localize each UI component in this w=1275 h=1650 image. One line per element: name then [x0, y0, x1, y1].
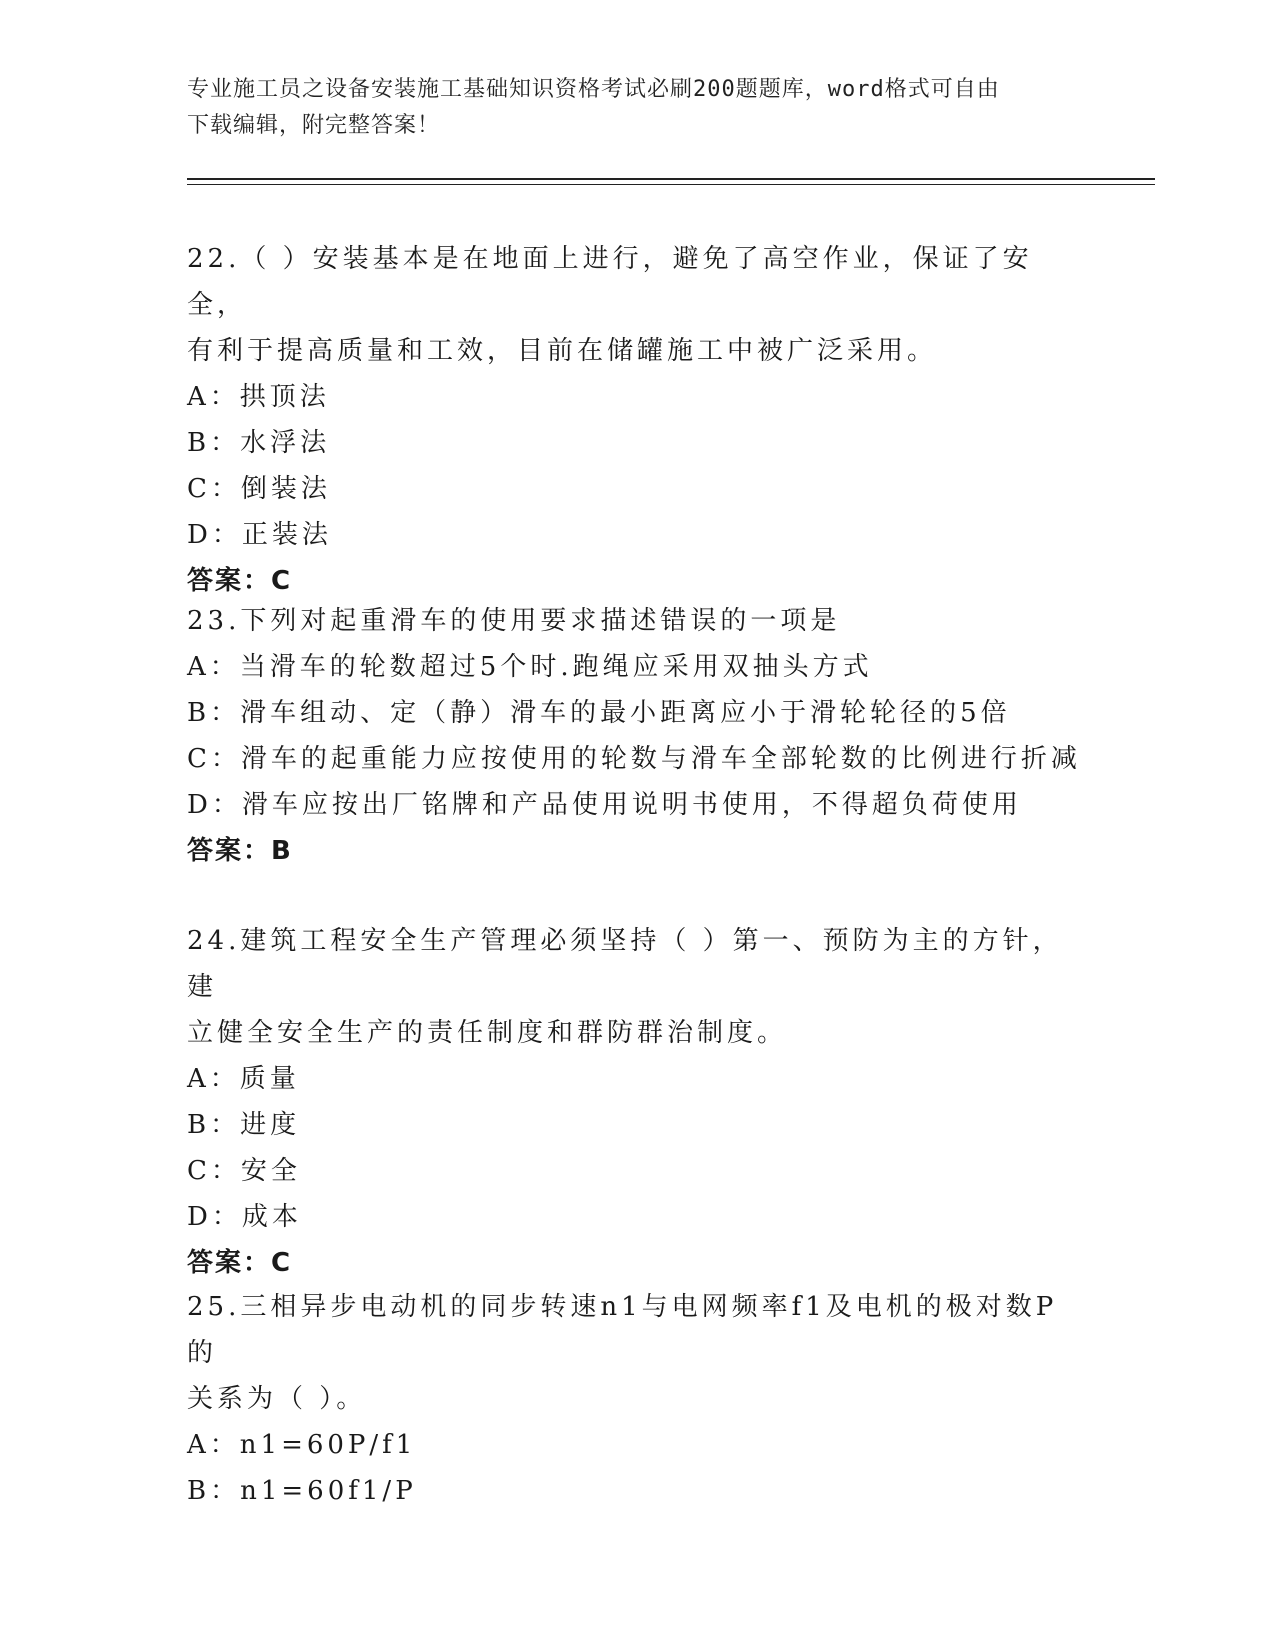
option-b: B：滑车组动、定（静）滑车的最小距离应小于滑轮轮径的5倍 — [187, 698, 1011, 728]
option-d: D：正装法 — [187, 520, 332, 550]
option-b: B：进度 — [187, 1110, 301, 1140]
question-24 — [187, 918, 1087, 1286]
answer: 答案：C — [187, 1248, 293, 1278]
option-a: A：拱顶法 — [187, 382, 330, 412]
question-25 — [187, 1284, 1087, 1514]
question-stem-line: 22.（ ）安装基本是在地面上进行，避免了高空作业，保证了安全， — [187, 244, 1033, 320]
option-a: A：当滑车的轮数超过5个时.跑绳应采用双抽头方式 — [187, 652, 873, 682]
question-stem-line: 23.下列对起重滑车的使用要求描述错误的一项是 — [187, 606, 841, 636]
option-c: C：安全 — [187, 1156, 301, 1186]
header-divider-thick — [187, 178, 1155, 180]
answer: 答案：C — [187, 566, 293, 596]
header-divider-thin — [187, 184, 1155, 185]
question-stem-line: 立健全安全生产的责任制度和群防群治制度。 — [187, 1018, 788, 1048]
option-b: B：n1=60f1/P — [187, 1476, 417, 1506]
option-c: C：倒装法 — [187, 474, 331, 504]
option-b: B：水浮法 — [187, 428, 331, 458]
header-line-2: 下载编辑，附完整答案！ — [187, 113, 441, 138]
question-stem-line: 有利于提高质量和工效，目前在储罐施工中被广泛采用。 — [187, 336, 938, 366]
question-stem-line: 24.建筑工程安全生产管理必须坚持（ ）第一、预防为主的方针，建 — [187, 926, 1063, 1002]
question-23 — [187, 598, 1087, 874]
option-d: D：成本 — [187, 1202, 302, 1232]
document-header — [187, 72, 1087, 144]
question-stem-line: 25.三相异步电动机的同步转速n1与电网频率f1及电机的极对数P的 — [187, 1292, 1058, 1368]
header-line-1: 专业施工员之设备安装施工基础知识资格考试必刷200题题库，word格式可自由 — [187, 77, 1000, 102]
question-stem-line: 关系为（ ）。 — [187, 1384, 367, 1414]
option-d: D：滑车应按出厂铭牌和产品使用说明书使用，不得超负荷使用 — [187, 790, 1022, 820]
option-a: A：质量 — [187, 1064, 300, 1094]
question-22 — [187, 236, 1087, 604]
option-c: C：滑车的起重能力应按使用的轮数与滑车全部轮数的比例进行折减 — [187, 744, 1081, 774]
option-a: A：n1=60P/f1 — [187, 1430, 417, 1460]
answer: 答案：B — [187, 836, 293, 866]
